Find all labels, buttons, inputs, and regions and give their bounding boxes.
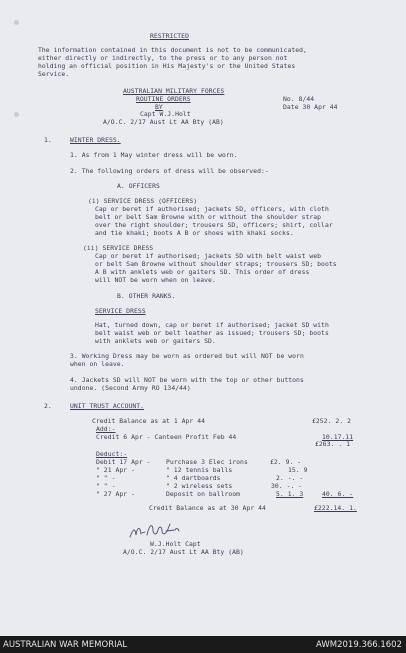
account-amount: £252. 2. 2 [312,417,351,425]
notice-line: Service. [38,70,70,78]
header-org: AUSTRALIAN MILITARY FORCES [123,87,225,95]
debit-date: " 27 Apr - [96,490,135,498]
item-line: belt or belt Sam Browne with or without the shoulder strap [95,213,322,221]
punch-hole [14,112,19,117]
item-line: and tie khaki; boots A B or shoes with khaki socks. [95,229,294,237]
debit-desc: Purchase 3 Elec irons [166,458,248,466]
section-number: 2. [44,402,52,410]
section-title: WINTER DRESS. [70,136,121,144]
header-officer: Capt W.J.Holt [140,110,191,118]
header-unit: A/O.C. 2/17 Aust Lt AA Bty (AB) [103,118,224,126]
item-heading: (ii) SERVICE DRESS [83,244,154,252]
punch-hole [14,20,19,25]
archive-footer [0,636,406,653]
notice-line: The information contained in this document is not to be communicated, [38,46,307,54]
section-number: 1. [44,136,52,144]
account-label: Deduct:- [96,450,128,458]
closing-balance-label: Credit Balance as at 30 Apr 44 [149,504,266,512]
item-line: belt waist web or belt leather as issued; trousers SD; boots [95,329,329,337]
classification: RESTRICTED [150,32,189,40]
debit-date: " " - [96,474,116,482]
paragraph: 4. Jackets SD will NOT be worn with the top or other buttons [70,376,304,384]
account-line: Credit 6 Apr - Canteen Profit Feb 44 [96,433,237,441]
debit-desc: " 4 dartboards [166,474,221,482]
notice-line: either directly or indirectly, to the press or to any person not [38,54,288,62]
item-line: Cap or beret if authorised; jackets SD with belt waist web [95,252,322,260]
debit-amount: 15. 9 [288,466,308,474]
paragraph: when on leave. [70,360,125,368]
paragraph: undone. (Second Army RO 134/44) [70,384,191,392]
header-title: ROUTINE ORDERS [136,95,191,103]
notice-line: holding an official position in His Majesty's or the United States [38,62,296,70]
subsection-title: B. OTHER RANKS. [117,292,176,300]
item-heading: (i) SERVICE DRESS (OFFICERS) [88,197,198,205]
debit-amount: 5. 1. 3 [276,490,304,498]
account-subtotal: £263. . 1 [315,440,351,448]
account-line: Credit Balance as at 1 Apr 44 [92,417,206,425]
debit-desc: " 2 wireless sets [166,482,233,490]
debit-total: 40. 6. - [322,490,354,498]
debit-amount: 30. -. - [271,482,303,490]
order-number: No. 8/44 [283,95,315,103]
account-label: Add:- [96,425,116,433]
item-line: will NOT be worn when on leave. [95,276,216,284]
closing-balance-amount: £222.14. 1. [314,504,357,512]
order-date: Date 30 Apr 44 [283,103,338,111]
item-line: Hat, turned down, cap or beret if authorised; jacket SD with [95,321,329,329]
debit-date: " " - [96,482,116,490]
signatory-name: W.J.Holt Capt [150,540,201,548]
debit-amount: £2. 9. - [270,458,302,466]
section-title: UNIT TRUST ACCOUNT. [70,402,145,410]
item-heading: SERVICE DRESS [95,307,146,315]
paragraph: 2. The following orders of dress will be observed:- [70,167,269,175]
signatory-unit: A/O.C. 2/17 Aust Lt AA Bty (AB) [123,548,244,556]
header-by: BY [155,103,163,111]
item-line: with anklets web or gaiters SD. [95,337,216,345]
debit-amount: 2. -. - [276,474,304,482]
footer-accession-number: AWM2019.366.1602 [316,640,402,650]
item-line: or belt Sam Browne without shoulder straps; trousers SD; boots [95,260,337,268]
subsection-title: A. OFFICERS [117,182,160,190]
debit-date: Debit 17 Apr - [96,458,151,466]
debit-desc: Deposit on ballroom [166,490,241,498]
debit-date: " 21 Apr - [96,466,135,474]
item-line: Cap or beret if authorised; jackets SD, officers, with cloth [95,205,329,213]
footer-institution: AUSTRALIAN WAR MEMORIAL [3,640,128,650]
paragraph: 3. Working Dress may be worn as ordered but will NOT be worn [70,352,304,360]
paragraph: 1. As from 1 May winter dress will be worn. [70,151,238,159]
debit-desc: " 12 tennis balls [166,466,233,474]
account-amount: 10.17.11 [322,433,354,441]
item-line: A B with anklets web or gaiters SD. This order of dress [95,268,310,276]
item-line: over the right shoulder; trousers SD, officers; shirt, collar [95,221,333,229]
